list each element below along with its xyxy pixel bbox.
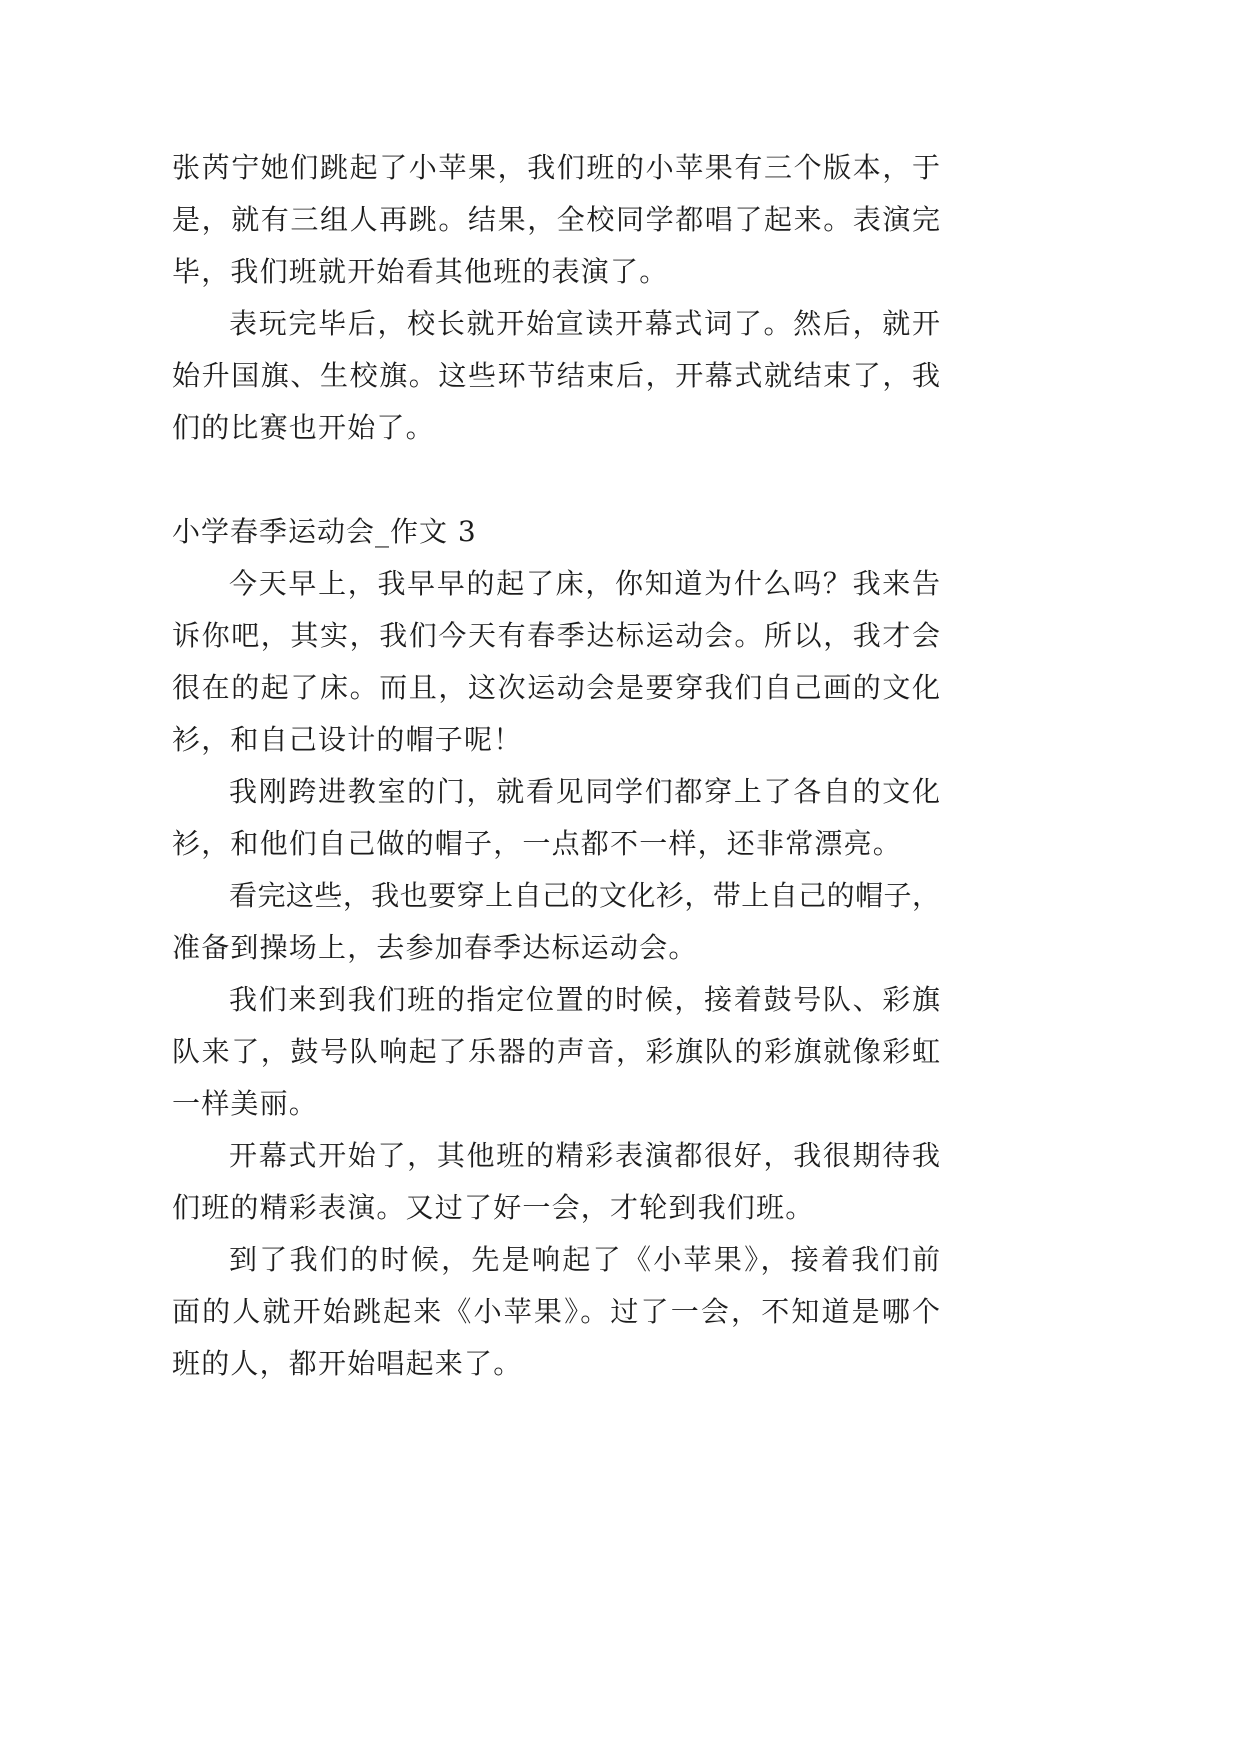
paragraph: [172, 766, 940, 870]
text-line: 衫，和自己设计的帽子呢！: [172, 723, 523, 756]
text-line: 们班的精彩表演。又过了好一会，才轮到我们班。: [172, 1191, 815, 1224]
text-line: 表玩完毕后，校长就开始宣读开幕式词了。然后，就开: [229, 307, 940, 340]
text-body: [172, 142, 940, 1390]
text-line: 班的人，都开始唱起来了。: [172, 1347, 523, 1380]
text-line: 看完这些，我也要穿上自己的文化衫，带上自己的帽子，: [229, 879, 940, 912]
text-line: 张芮宁她们跳起了小苹果，我们班的小苹果有三个版本，于: [172, 151, 940, 184]
blank-line: [172, 454, 940, 506]
text-line: 我们来到我们班的指定位置的时候，接着鼓号队、彩旗: [229, 983, 940, 1016]
text-line: 是，就有三组人再跳。结果，全校同学都唱了起来。表演完: [172, 203, 940, 236]
paragraph: [172, 142, 940, 298]
text-line: 准备到操场上，去参加春季达标运动会。: [172, 931, 698, 964]
paragraph: [172, 1130, 940, 1234]
paragraph: [172, 558, 940, 766]
text-line: 今天早上，我早早的起了床，你知道为什么吗？我来告: [229, 567, 940, 600]
text-line: 面的人就开始跳起来《小苹果》。过了一会，不知道是哪个: [172, 1295, 940, 1328]
paragraph: [172, 870, 940, 974]
text-line: 很在的起了床。而且，这次运动会是要穿我们自己画的文化: [172, 671, 940, 704]
text-line: 毕，我们班就开始看其他班的表演了。: [172, 255, 669, 288]
text-line: 队来了，鼓号队响起了乐器的声音，彩旗队的彩旗就像彩虹: [172, 1035, 940, 1068]
text-line: 我刚跨进教室的门，就看见同学们都穿上了各自的文化: [229, 775, 940, 808]
text-line: 诉你吧，其实，我们今天有春季达标运动会。所以，我才会: [172, 619, 940, 652]
paragraph: [172, 298, 940, 454]
text-line: 衫，和他们自己做的帽子，一点都不一样，还非常漂亮。: [172, 827, 903, 860]
paragraph: [172, 1234, 940, 1390]
text-line: 开幕式开始了，其他班的精彩表演都很好，我很期待我: [229, 1139, 940, 1172]
text-line: 到了我们的时候，先是响起了《小苹果》，接着我们前: [229, 1243, 940, 1276]
text-line: 一样美丽。: [172, 1087, 319, 1120]
paragraph: [172, 974, 940, 1130]
text-line: 始升国旗、生校旗。这些环节结束后，开幕式就结束了，我: [172, 359, 940, 392]
essay-title: 小学春季运动会_作文 3: [172, 515, 477, 548]
text-line: 们的比赛也开始了。: [172, 411, 435, 444]
